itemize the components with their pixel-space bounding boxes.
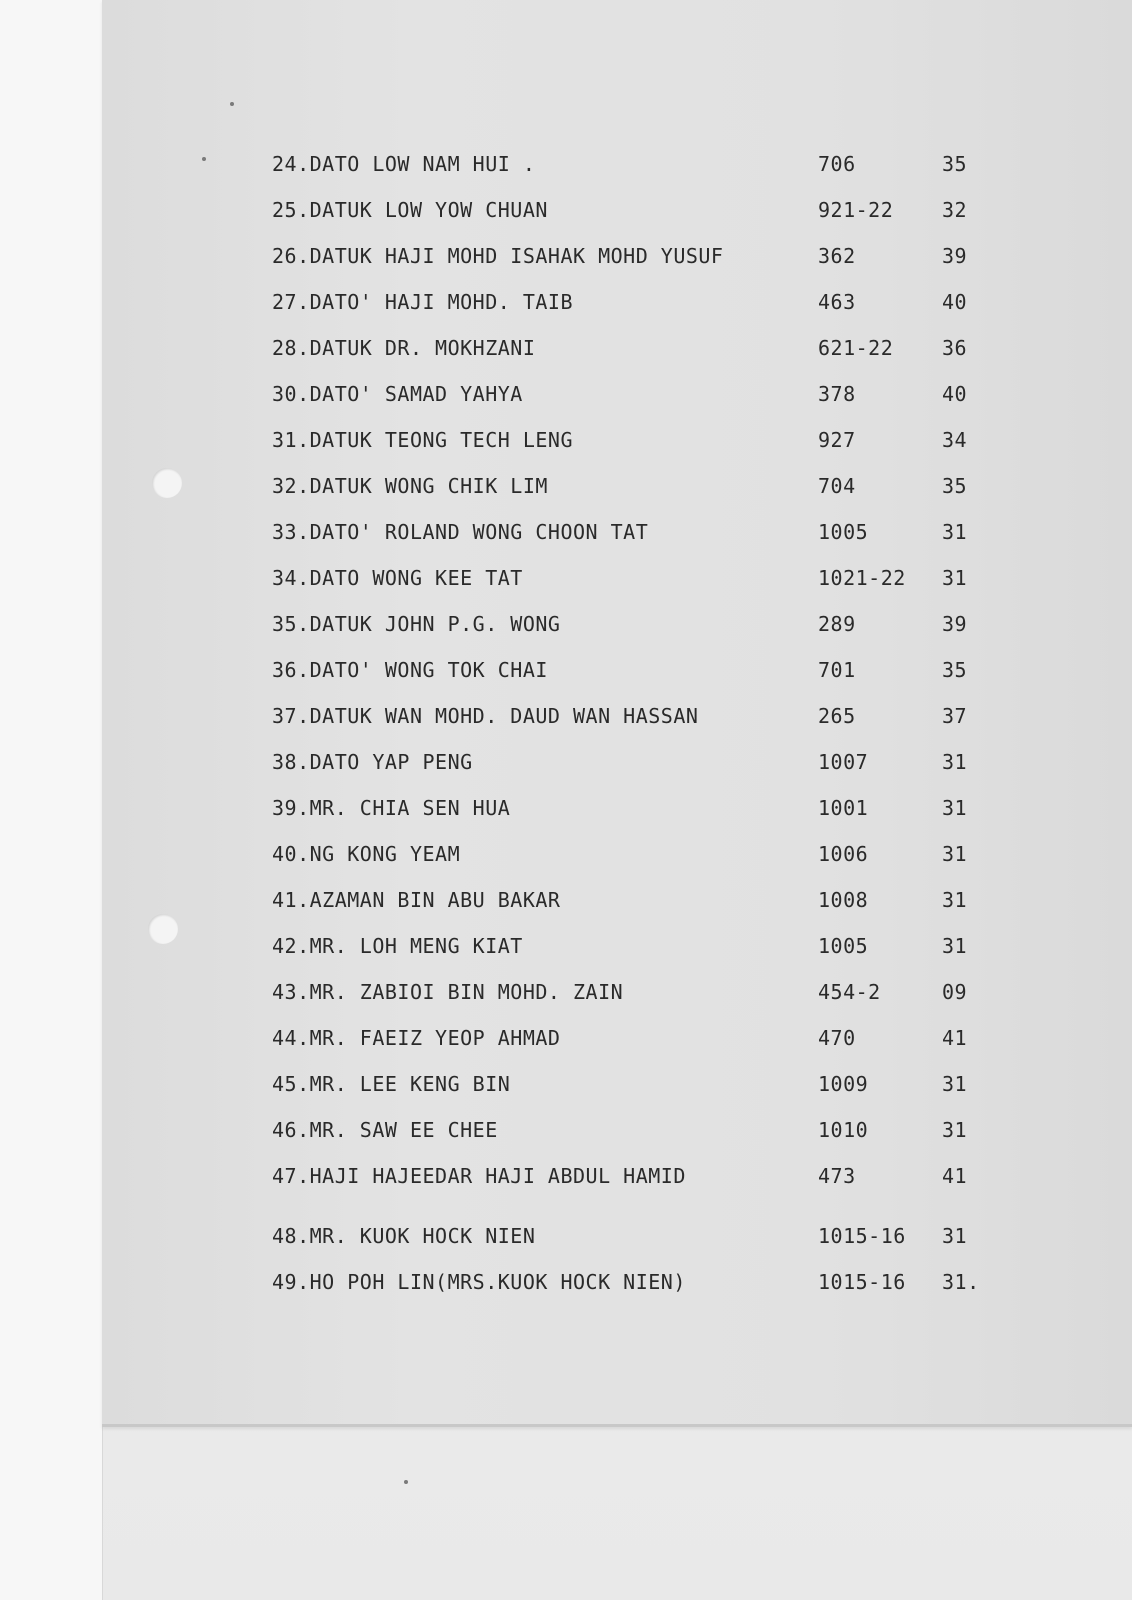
entry-row [0, 241, 1132, 271]
entry-number: 39 [942, 244, 968, 268]
entry-row [0, 655, 1132, 685]
entry-number: 40 [942, 290, 968, 314]
entry-code: 1005 [818, 934, 869, 958]
entry-number: 40 [942, 382, 968, 406]
entry-number: 41 [942, 1026, 968, 1050]
entry-code: 1010 [818, 1118, 869, 1142]
entry-row [0, 517, 1132, 547]
entry-row [0, 195, 1132, 225]
entry-name: 32.DATUK WONG CHIK LIM [272, 474, 548, 498]
entry-name: 28.DATUK DR. MOKHZANI [272, 336, 536, 360]
entry-number: 31 [942, 566, 968, 590]
entry-code: 704 [818, 474, 856, 498]
scanner-speck [404, 1480, 408, 1484]
entry-row [0, 793, 1132, 823]
entry-row [0, 287, 1132, 317]
entry-name: 31.DATUK TEONG TECH LENG [272, 428, 573, 452]
entry-row [0, 747, 1132, 777]
entry-name: 44.MR. FAEIZ YEOP AHMAD [272, 1026, 561, 1050]
entry-code: 463 [818, 290, 856, 314]
entry-row [0, 425, 1132, 455]
entry-code: 1015-16 [818, 1270, 906, 1294]
entry-row [0, 563, 1132, 593]
entry-name: 27.DATO' HAJI MOHD. TAIB [272, 290, 573, 314]
entry-name: 45.MR. LEE KENG BIN [272, 1072, 511, 1096]
entry-code: 378 [818, 382, 856, 406]
entry-row [0, 609, 1132, 639]
entry-name: 41.AZAMAN BIN ABU BAKAR [272, 888, 561, 912]
entry-row [0, 977, 1132, 1007]
entry-name: 25.DATUK LOW YOW CHUAN [272, 198, 548, 222]
entry-code: 265 [818, 704, 856, 728]
entry-name: 34.DATO WONG KEE TAT [272, 566, 523, 590]
entry-code: 927 [818, 428, 856, 452]
entry-code: 1008 [818, 888, 869, 912]
entry-row [0, 1221, 1132, 1251]
entry-code: 621-22 [818, 336, 894, 360]
entry-code: 1001 [818, 796, 869, 820]
entry-name: 37.DATUK WAN MOHD. DAUD WAN HASSAN [272, 704, 699, 728]
entry-row [0, 885, 1132, 915]
entry-name: 47.HAJI HAJEEDAR HAJI ABDUL HAMID [272, 1164, 686, 1188]
entry-number: 09 [942, 980, 968, 1004]
entry-row [0, 1267, 1132, 1297]
entry-code: 473 [818, 1164, 856, 1188]
entry-name: 30.DATO' SAMAD YAHYA [272, 382, 523, 406]
entry-name: 42.MR. LOH MENG KIAT [272, 934, 523, 958]
entry-number: 31. [942, 1270, 980, 1294]
entry-number: 31 [942, 1224, 968, 1248]
entry-name: 39.MR. CHIA SEN HUA [272, 796, 511, 820]
entry-row [0, 1115, 1132, 1145]
entry-number: 31 [942, 934, 968, 958]
entry-number: 41 [942, 1164, 968, 1188]
entry-code: 1005 [818, 520, 869, 544]
entry-name: 33.DATO' ROLAND WONG CHOON TAT [272, 520, 649, 544]
entry-number: 39 [942, 612, 968, 636]
entry-number: 35 [942, 152, 968, 176]
entry-number: 35 [942, 658, 968, 682]
entry-code: 289 [818, 612, 856, 636]
entry-name: 35.DATUK JOHN P.G. WONG [272, 612, 561, 636]
entry-code: 1015-16 [818, 1224, 906, 1248]
entry-number: 31 [942, 796, 968, 820]
entry-code: 1007 [818, 750, 869, 774]
entry-name: 40.NG KONG YEAM [272, 842, 461, 866]
entry-row [0, 149, 1132, 179]
entry-code: 921-22 [818, 198, 894, 222]
entry-row [0, 839, 1132, 869]
entry-row [0, 333, 1132, 363]
entry-row [0, 931, 1132, 961]
entry-number: 36 [942, 336, 968, 360]
entry-name: 43.MR. ZABIOI BIN MOHD. ZAIN [272, 980, 624, 1004]
entry-number: 34 [942, 428, 968, 452]
entry-number: 31 [942, 888, 968, 912]
entry-code: 701 [818, 658, 856, 682]
entry-code: 1009 [818, 1072, 869, 1096]
entry-number: 31 [942, 842, 968, 866]
entry-code: 706 [818, 152, 856, 176]
entry-row [0, 379, 1132, 409]
entry-row [0, 471, 1132, 501]
entry-number: 31 [942, 1118, 968, 1142]
entry-number: 35 [942, 474, 968, 498]
entry-number: 31 [942, 750, 968, 774]
entry-code: 1021-22 [818, 566, 906, 590]
entry-name: 26.DATUK HAJI MOHD ISAHAK MOHD YUSUF [272, 244, 724, 268]
entry-row [0, 1069, 1132, 1099]
entry-number: 37 [942, 704, 968, 728]
entry-number: 31 [942, 520, 968, 544]
entry-name: 46.MR. SAW EE CHEE [272, 1118, 498, 1142]
entry-name: 38.DATO YAP PENG [272, 750, 473, 774]
entry-name: 24.DATO LOW NAM HUI . [272, 152, 536, 176]
entry-number: 31 [942, 1072, 968, 1096]
entry-name: 49.HO POH LIN(MRS.KUOK HOCK NIEN) [272, 1270, 686, 1294]
entry-row [0, 1161, 1132, 1191]
entry-number: 32 [942, 198, 968, 222]
entry-name: 48.MR. KUOK HOCK NIEN [272, 1224, 536, 1248]
entry-code: 454-2 [818, 980, 881, 1004]
entry-name: 36.DATO' WONG TOK CHAI [272, 658, 548, 682]
entry-code: 362 [818, 244, 856, 268]
entry-code: 470 [818, 1026, 856, 1050]
entry-row [0, 701, 1132, 731]
entry-code: 1006 [818, 842, 869, 866]
entry-row [0, 1023, 1132, 1053]
